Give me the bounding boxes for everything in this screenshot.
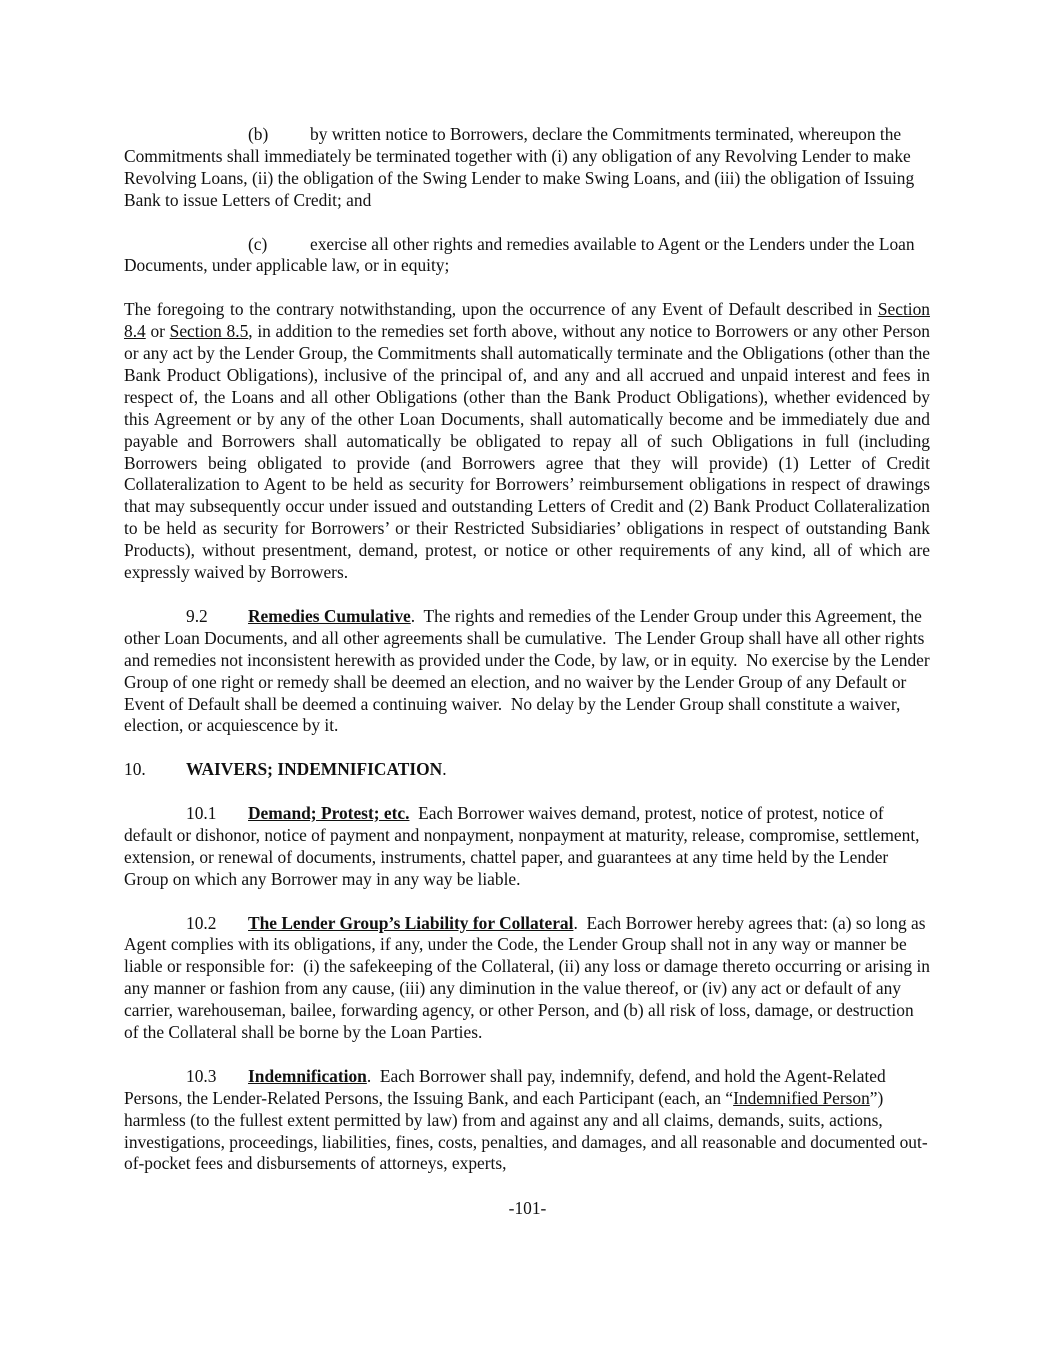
article-10-heading xyxy=(124,759,930,781)
article-10-punct: . xyxy=(442,759,447,780)
document-body xyxy=(124,124,935,1175)
section-10-1 xyxy=(124,803,930,891)
foregoing-text-1: The foregoing to the contrary notwithstanding, upon the occurrence of any Event of Default described in xyxy=(124,299,878,320)
paragraph-b xyxy=(124,124,930,212)
foregoing-text-2: or xyxy=(145,321,170,342)
section-10-2-number: 10.2 xyxy=(186,912,217,933)
section-10-2 xyxy=(124,912,935,1044)
section-8-4-reference: Section 8.4 xyxy=(124,299,930,342)
section-10-1-text: Each Borrower waives demand, protest, notice of protest, notice of default or dishonor, notice of payment and nonpayment, nonpayment at maturity, release, compromise, settlement, extension, or renewal of documents, instruments, chattel paper, and guarantees at any time held by the Lender Group on which any Borrower may in any way be liable. xyxy=(124,803,924,889)
section-10-1-number: 10.1 xyxy=(186,803,217,824)
foregoing-paragraph xyxy=(124,299,930,584)
section-9-2-heading-punct: . xyxy=(410,605,416,626)
section-9-2-number: 9.2 xyxy=(186,605,208,626)
foregoing-text-3: , in addition to the remedies set forth above, without any notice to Borrowers or any other Person or any act by the Lender Group, the Commitments shall automatically terminate and the Obligations (other than the Bank Product Obligations), inclusive of the principal of, and any and all accrued and unpaid interest and fees in respect of, the Loans and all other Obligations (other than the Bank Product Obligations), whether evidenced by this Agreement or by any of the other Loan Documents, shall automatically become and be immediately due and payable and Borrowers shall automatically be obligated to repay all of such Obligations in full (including Borrowers being obligated to provide (and Borrowers agree that they will provide) (1) Letter of Credit Collateralization to Agent to be held as security for Borrowers’ reimbursement obligations in respect of drawings that may subsequently occur under issued and outstanding Letters of Credit and (2) Bank Product Collateralization to be held as security for Borrowers’ or their Restricted Subsidiaries’ obligations in respect of outstanding Bank Products), without presentment, demand, protest, or notice or other requirements of any kind, all of which are expressly waived by Borrowers. xyxy=(124,321,930,583)
article-10-number: 10. xyxy=(124,759,146,780)
section-10-1-heading: Demand; Protest; etc. xyxy=(248,803,410,824)
section-10-2-text: Each Borrower hereby agrees that: (a) so long as Agent complies with its obligations, if any, under the Code, the Lender Group shall not in any way or manner be liable or responsible for: (i) the safekeeping of the Collateral, (ii) any loss or damage thereto occurring or arising in any manner or fashion from any cause, (iii) any diminution in the value thereof, or (iv) any act or default of any carrier, warehouseman, bailee, forwarding agency, or other Person, and (b) all risk of loss, damage, or destruction of the Collateral shall be borne by the Loan Parties. xyxy=(124,912,935,1043)
section-8-5-reference: Section 8.5 xyxy=(169,321,249,342)
section-10-3-heading-punct: . xyxy=(366,1065,372,1086)
section-10-3-number: 10.3 xyxy=(186,1065,217,1086)
indemnified-person-term: Indemnified Person xyxy=(733,1087,870,1108)
section-10-3-text-1: Each Borrower shall pay, indemnify, defend, and hold the Agent-Related Persons, the Lender-Related Persons, the Issuing Bank, and each Participant (each, an “ xyxy=(124,1065,891,1108)
paragraph-c-label: (c) xyxy=(248,233,268,254)
paragraph-b-text: by written notice to Borrowers, declare the Commitments terminated, whereupon the Commitments shall immediately be terminated together with (i) any obligation of any Revolving Lender to make Revolving Loans, (ii) the obligation of the Swing Lender to make Swing Loans, and (iii) the obligation of Issuing Bank to issue Letters of Credit; and xyxy=(124,124,915,210)
section-9-2-heading: Remedies Cumulative xyxy=(248,605,411,626)
article-10-title: WAIVERS; INDEMNIFICATION xyxy=(186,759,443,780)
section-10-2-heading: The Lender Group’s Liability for Collateral xyxy=(248,912,574,933)
section-9-2 xyxy=(124,605,935,737)
section-10-3 xyxy=(124,1066,930,1176)
paragraph-c-text: exercise all other rights and remedies available to Agent or the Lenders under the Loan Documents, under applicable law, or in equity; xyxy=(124,233,915,276)
section-10-2-heading-punct: . xyxy=(573,912,578,933)
page-number: -101- xyxy=(508,1198,547,1218)
section-10-3-heading: Indemnification xyxy=(248,1065,367,1086)
section-9-2-text: The rights and remedies of the Lender Group under this Agreement, the other Loan Documents, and all other agreements shall be cumulative. The Lender Group shall have all other rights and remedies not inconsistent herewith as provided under the Code, by law, or in equity. No exercise by the Lender Group of one right or remedy shall be deemed an election, and no waiver by the Lender Group of any Default or Event of Default shall be deemed a continuing waiver. No delay by the Lender Group shall constitute a waiver, election, or acquiescence by it. xyxy=(124,605,935,736)
paragraph-b-label: (b) xyxy=(248,124,269,144)
section-10-3-text-2: ”) harmless (to the fullest extent permitted by law) from and against any and all claims, demands, suits, actions, investigations, proceedings, liabilities, fines, costs, penalties, and damages, and all reasonable and documented out-of-pocket fees and disbursements of attorneys, experts, xyxy=(124,1087,928,1174)
paragraph-c xyxy=(124,234,930,278)
